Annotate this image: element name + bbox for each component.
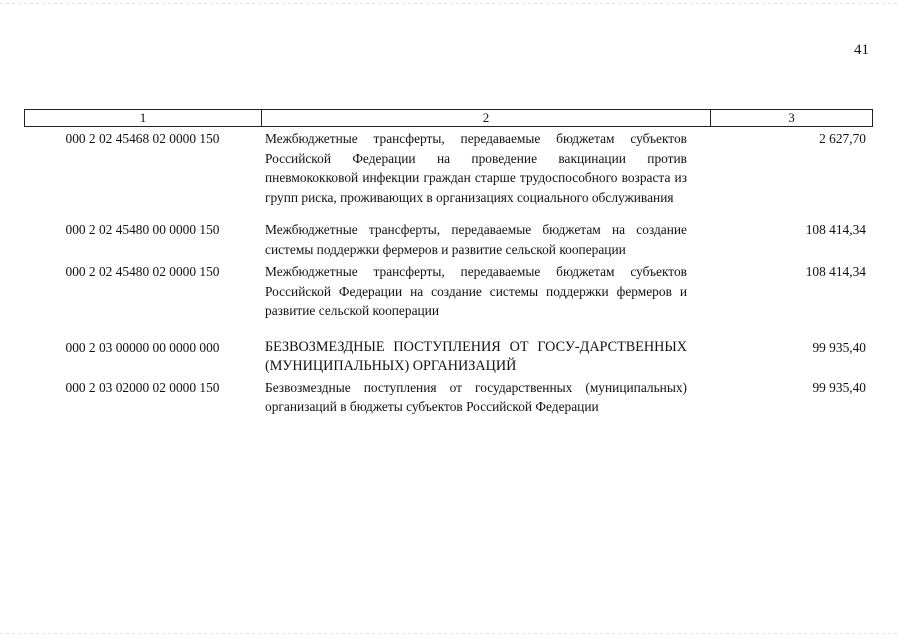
- table-row: [24, 129, 873, 207]
- table-row: [24, 220, 873, 259]
- row-amount: 108 414,34: [805, 264, 866, 279]
- row-amount: 99 935,40: [812, 379, 866, 395]
- budget-code: 000 2 02 45480 02 0000 150: [65, 264, 220, 279]
- row-description: Межбюджетные трансферты, передаваемые бюджетам субъектов Российской Федерации на создание системы поддержки фермеров и развитие сельской кооперации: [265, 264, 687, 318]
- column-header-2: 2: [262, 110, 711, 126]
- row-description: Межбюджетные трансферты, передаваемые бюджетам на создание системы поддержки фермеров и развитие сельской кооперации: [265, 222, 687, 257]
- row-description: БЕЗВОЗМЕЗДНЫЕ ПОСТУПЛЕНИЯ ОТ ГОСУ-ДАРСТВЕННЫХ (МУНИЦИПАЛЬНЫХ) ОРГАНИЗАЦИЙ: [265, 338, 687, 374]
- row-description: Межбюджетные трансферты, передаваемые бюджетам субъектов Российской Федерации на проведение вакцинации против пневмококковой инфекции граждан старше трудоспособного возраста из групп риска, проживающих в организациях социального обслуживания: [265, 131, 687, 205]
- row-description: Безвозмездные поступления от государственных (муниципальных) организаций в бюджеты субъектов Российской Федерации: [265, 379, 687, 414]
- table-body: [24, 129, 873, 417]
- budget-code: 000 2 02 45480 00 0000 150: [65, 222, 220, 237]
- budget-code: 000 2 03 00000 00 0000 000: [65, 339, 220, 355]
- scan-artifact-bottom: [0, 633, 897, 634]
- row-amount: 108 414,34: [805, 222, 866, 237]
- table-row: [24, 378, 873, 417]
- table-row: [24, 338, 873, 377]
- budget-code: 000 2 02 45468 02 0000 150: [65, 131, 220, 146]
- table-row: [24, 262, 873, 321]
- budget-code: 000 2 03 02000 02 0000 150: [65, 379, 220, 395]
- column-header-1: 1: [25, 110, 262, 126]
- scan-artifact-top: [0, 3, 897, 4]
- row-amount: 99 935,40: [812, 339, 866, 355]
- table-header: [24, 109, 873, 127]
- page-number: 41: [854, 42, 869, 58]
- column-header-3: 3: [788, 110, 795, 125]
- row-amount: 2 627,70: [819, 131, 866, 146]
